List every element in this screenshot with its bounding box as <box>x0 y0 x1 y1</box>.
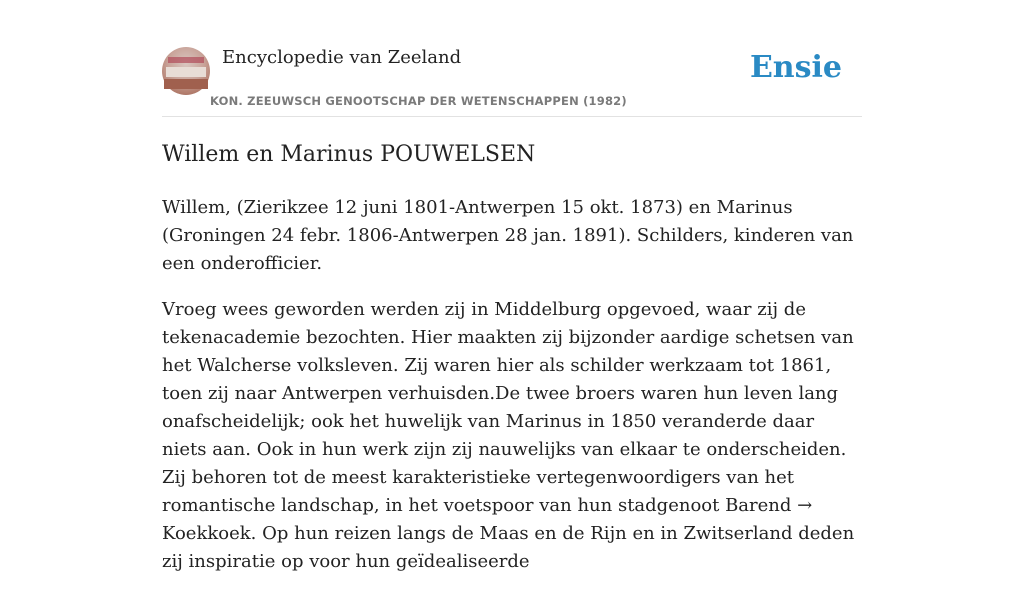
ensie-brand-link[interactable]: Ensie <box>749 50 842 85</box>
koekkoek-link[interactable]: Koekkoek <box>162 523 251 544</box>
paragraph-2-text-end: . Op hun reizen langs de Maas en de Rijn en in Zwitserland deden zij inspiratie op voor hun geïdealiseerde <box>162 523 855 572</box>
paragraph-2-text-start: Vroeg wees geworden werden zij in Middelburg opgevoed, waar zij de tekenacademie bezochten. Hier maakten zij bijzonder aardige schetsen van het Walcherse volksleven. Zij waren hier als schilder werkzaam tot 1861, toen zij naar Antwerpen verhuisden.De twee broers waren hun leven lang onafscheidelijk; ook het huwelijk van Marinus in 1850 veranderde daar niets aan. Ook in hun werk zijn zij nauwelijks van elkaar te onderscheiden. Zij behoren tot de meest karakteristieke vertegenwoordigers van het romantische landschap, in het voetspoor van hun stadgenoot Barend <box>162 299 854 516</box>
publisher-subtitle: KON. ZEEUWSCH GENOOTSCHAP DER WETENSCHAPPEN (1982) <box>210 94 627 108</box>
article-title: Willem en Marinus POUWELSEN <box>162 142 536 167</box>
site-name[interactable]: Encyclopedie van Zeeland <box>222 47 462 68</box>
article-paragraph-1: Willem, (Zierikzee 12 juni 1801-Antwerpen 15 okt. 1873) en Marinus (Groningen 24 febr. 1806-Antwerpen 28 jan. 1891). Schilders, kinderen van een onderofficier. <box>162 197 854 274</box>
logo-book-middle <box>166 67 206 77</box>
book-stack-icon[interactable] <box>162 47 210 95</box>
article <box>162 138 862 594</box>
cross-reference-arrow-icon: → <box>797 495 813 516</box>
logo-book-top <box>168 57 204 63</box>
logo-book-bottom <box>164 79 208 89</box>
site-header <box>162 44 862 117</box>
article-paragraph-2 <box>162 296 862 576</box>
